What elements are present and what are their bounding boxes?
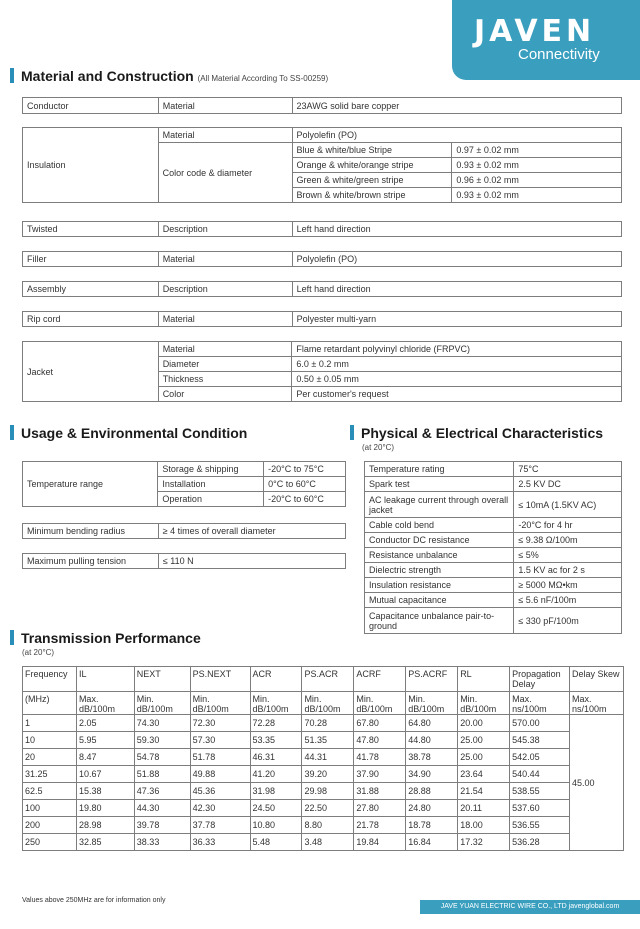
assembly-table xyxy=(22,281,622,297)
table-cell: 64.80 xyxy=(406,715,458,732)
table-cell: 1 xyxy=(23,715,77,732)
table-cell: 62.5 xyxy=(23,783,77,800)
section-marker xyxy=(10,68,14,83)
conductor-prop: Material xyxy=(158,98,292,114)
table-row xyxy=(23,817,624,834)
table-cell: 19.84 xyxy=(354,834,406,851)
insulation-material-prop: Material xyxy=(158,128,292,143)
table-cell: 536.28 xyxy=(510,834,570,851)
temperature-value: -20°C to 60°C xyxy=(264,492,346,507)
table-cell: 51.88 xyxy=(134,766,190,783)
jacket-table xyxy=(22,341,622,402)
insulation-color-dia: 0.93 ± 0.02 mm xyxy=(452,158,622,173)
table-cell: 18.00 xyxy=(458,817,510,834)
table-cell: 57.30 xyxy=(190,732,250,749)
table-cell: 38.78 xyxy=(406,749,458,766)
conductor-value: 23AWG solid bare copper xyxy=(292,98,621,114)
column-header: RL xyxy=(458,667,510,692)
table-cell: 54.78 xyxy=(134,749,190,766)
table-cell: 21.78 xyxy=(354,817,406,834)
table-cell: 570.00 xyxy=(510,715,570,732)
ripcord-prop: Material xyxy=(158,312,292,327)
column-unit: Min. dB/100m xyxy=(302,692,354,715)
table-cell: 37.90 xyxy=(354,766,406,783)
jacket-prop: Color xyxy=(158,387,292,402)
column-header: IL xyxy=(76,667,134,692)
transmission-body xyxy=(23,715,624,851)
column-header: PS.NEXT xyxy=(190,667,250,692)
table-cell: 3.48 xyxy=(302,834,354,851)
table-cell: 5.48 xyxy=(250,834,302,851)
table-cell: 20.11 xyxy=(458,800,510,817)
jacket-value: Flame retardant polyvinyl chloride (FRPVC) xyxy=(292,342,622,357)
table-row xyxy=(23,800,624,817)
physical-value: 1.5 KV ac for 2 s xyxy=(514,563,622,578)
physical-prop: Capacitance unbalance pair-to-ground xyxy=(365,608,514,634)
table-cell: 39.78 xyxy=(134,817,190,834)
column-unit: (MHz) xyxy=(23,692,77,715)
physical-value: ≤ 330 pF/100m xyxy=(514,608,622,634)
temperature-prop: Operation xyxy=(158,492,264,507)
physical-prop: Mutual capacitance xyxy=(365,593,514,608)
table-cell: 8.80 xyxy=(302,817,354,834)
insulation-material-value: Polyolefin (PO) xyxy=(292,128,622,143)
transmission-unit-row xyxy=(23,692,624,715)
brand-logo xyxy=(452,0,640,80)
column-unit: Min. dB/100m xyxy=(458,692,510,715)
pulling-value: ≤ 110 N xyxy=(158,554,345,569)
table-cell: 59.30 xyxy=(134,732,190,749)
bending-table xyxy=(22,523,346,539)
table-cell: 16.84 xyxy=(406,834,458,851)
table-cell: 31.98 xyxy=(250,783,302,800)
bending-label: Minimum bending radius xyxy=(23,524,159,539)
transmission-table xyxy=(22,666,624,851)
insulation-color-prop: Color code & diameter xyxy=(158,143,292,203)
table-cell: 25.00 xyxy=(458,749,510,766)
table-cell: 47.36 xyxy=(134,783,190,800)
table-cell: 20.00 xyxy=(458,715,510,732)
table-cell: 23.64 xyxy=(458,766,510,783)
table-cell: 42.30 xyxy=(190,800,250,817)
table-cell: 51.35 xyxy=(302,732,354,749)
column-header: NEXT xyxy=(134,667,190,692)
section-marker xyxy=(350,425,354,440)
table-row xyxy=(23,783,624,800)
table-cell: 36.33 xyxy=(190,834,250,851)
physical-prop: Insulation resistance xyxy=(365,578,514,593)
section-marker xyxy=(10,630,14,645)
filler-label: Filler xyxy=(23,252,159,267)
table-cell: 19.80 xyxy=(76,800,134,817)
insulation-color-name: Blue & white/blue Stripe xyxy=(292,143,452,158)
temperature-prop: Installation xyxy=(158,477,264,492)
twisted-label: Twisted xyxy=(23,222,159,237)
table-cell: 74.30 xyxy=(134,715,190,732)
table-cell: 31.25 xyxy=(23,766,77,783)
table-cell: 44.80 xyxy=(406,732,458,749)
temperature-label: Temperature range xyxy=(23,462,158,507)
insulation-color-name: Brown & white/brown stripe xyxy=(292,188,452,203)
assembly-value: Left hand direction xyxy=(292,282,621,297)
twisted-prop: Description xyxy=(158,222,292,237)
table-cell: 537.60 xyxy=(510,800,570,817)
conductor-label: Conductor xyxy=(23,98,159,114)
table-cell: 100 xyxy=(23,800,77,817)
column-header: Frequency xyxy=(23,667,77,692)
brand-tagline: Connectivity xyxy=(518,46,600,63)
table-cell: 5.95 xyxy=(76,732,134,749)
column-header: PS.ACRF xyxy=(406,667,458,692)
physical-value: ≤ 9.38 Ω/100m xyxy=(514,533,622,548)
physical-prop: Cable cold bend xyxy=(365,518,514,533)
ripcord-table xyxy=(22,311,622,327)
table-cell: 39.20 xyxy=(302,766,354,783)
physical-value: ≥ 5000 MΩ•km xyxy=(514,578,622,593)
delay-skew-value: 45.00 xyxy=(570,715,624,851)
jacket-prop: Diameter xyxy=(158,357,292,372)
insulation-color-dia: 0.97 ± 0.02 mm xyxy=(452,143,622,158)
table-cell: 70.28 xyxy=(302,715,354,732)
physical-prop: Resistance unbalance xyxy=(365,548,514,563)
table-cell: 540.44 xyxy=(510,766,570,783)
twisted-value: Left hand direction xyxy=(292,222,621,237)
table-cell: 67.80 xyxy=(354,715,406,732)
physical-value: -20°C for 4 hr xyxy=(514,518,622,533)
physical-prop: Dielectric strength xyxy=(365,563,514,578)
section-title-physical: Physical & Electrical Characteristics xyxy=(350,425,603,441)
section-title-material: Material and Construction (All Material According To SS-00259) xyxy=(10,68,328,84)
transmission-header-row xyxy=(23,667,624,692)
table-cell: 18.78 xyxy=(406,817,458,834)
twisted-table xyxy=(22,221,622,237)
column-unit: Max. dB/100m xyxy=(76,692,134,715)
temperature-value: -20°C to 75°C xyxy=(264,462,346,477)
assembly-label: Assembly xyxy=(23,282,159,297)
table-cell: 47.80 xyxy=(354,732,406,749)
column-header: ACR xyxy=(250,667,302,692)
table-cell: 538.55 xyxy=(510,783,570,800)
jacket-prop: Thickness xyxy=(158,372,292,387)
filler-table xyxy=(22,251,622,267)
jacket-value: 6.0 ± 0.2 mm xyxy=(292,357,622,372)
temperature-value: 0°C to 60°C xyxy=(264,477,346,492)
table-cell: 25.00 xyxy=(458,732,510,749)
table-row xyxy=(23,749,624,766)
table-cell: 46.31 xyxy=(250,749,302,766)
table-cell: 72.30 xyxy=(190,715,250,732)
physical-value: ≤ 5.6 nF/100m xyxy=(514,593,622,608)
table-cell: 49.88 xyxy=(190,766,250,783)
column-unit: Max. ns/100m xyxy=(570,692,624,715)
table-cell: 44.30 xyxy=(134,800,190,817)
insulation-color-name: Orange & white/orange stripe xyxy=(292,158,452,173)
physical-value: ≤ 5% xyxy=(514,548,622,563)
table-cell: 28.88 xyxy=(406,783,458,800)
jacket-label: Jacket xyxy=(23,342,159,402)
column-header: Delay Skew xyxy=(570,667,624,692)
column-unit: Max. ns/100m xyxy=(510,692,570,715)
table-cell: 536.55 xyxy=(510,817,570,834)
table-cell: 542.05 xyxy=(510,749,570,766)
filler-value: Polyolefin (PO) xyxy=(292,252,621,267)
conductor-table xyxy=(22,97,622,114)
company-footer: JAVE YUAN ELECTRIC WIRE CO., LTD javenglobal.com xyxy=(420,900,640,914)
physical-prop: AC leakage current through overall jacket xyxy=(365,492,514,518)
temperature-table xyxy=(22,461,346,507)
jacket-value: Per customer's request xyxy=(292,387,622,402)
insulation-color-dia: 0.93 ± 0.02 mm xyxy=(452,188,622,203)
table-cell: 29.98 xyxy=(302,783,354,800)
column-unit: Min. dB/100m xyxy=(134,692,190,715)
table-cell: 10.67 xyxy=(76,766,134,783)
table-cell: 28.98 xyxy=(76,817,134,834)
table-cell: 22.50 xyxy=(302,800,354,817)
section-marker xyxy=(10,425,14,440)
physical-value: 2.5 KV DC xyxy=(514,477,622,492)
table-cell: 45.36 xyxy=(190,783,250,800)
physical-note: (at 20°C) xyxy=(362,443,395,452)
column-unit: Min. dB/100m xyxy=(250,692,302,715)
table-row xyxy=(23,766,624,783)
ripcord-label: Rip cord xyxy=(23,312,159,327)
table-cell: 21.54 xyxy=(458,783,510,800)
pulling-label: Maximum pulling tension xyxy=(23,554,159,569)
table-cell: 51.78 xyxy=(190,749,250,766)
column-header: ACRF xyxy=(354,667,406,692)
insulation-table xyxy=(22,127,622,203)
table-row xyxy=(23,834,624,851)
column-unit: Min. dB/100m xyxy=(406,692,458,715)
table-cell: 545.38 xyxy=(510,732,570,749)
table-cell: 31.88 xyxy=(354,783,406,800)
section-title-transmission: Transmission Performance xyxy=(10,630,201,646)
table-cell: 37.78 xyxy=(190,817,250,834)
section-note: (All Material According To SS-00259) xyxy=(197,74,329,83)
pulling-table xyxy=(22,553,346,569)
jacket-value: 0.50 ± 0.05 mm xyxy=(292,372,622,387)
bending-value: ≥ 4 times of overall diameter xyxy=(158,524,345,539)
physical-prop: Spark test xyxy=(365,477,514,492)
column-header: Propagation Delay xyxy=(510,667,570,692)
filler-prop: Material xyxy=(158,252,292,267)
table-cell: 32.85 xyxy=(76,834,134,851)
physical-prop: Temperature rating xyxy=(365,462,514,477)
table-cell: 15.38 xyxy=(76,783,134,800)
table-cell: 20 xyxy=(23,749,77,766)
column-header: PS.ACR xyxy=(302,667,354,692)
table-row xyxy=(23,732,624,749)
column-unit: Min. dB/100m xyxy=(190,692,250,715)
table-cell: 72.28 xyxy=(250,715,302,732)
table-cell: 10.80 xyxy=(250,817,302,834)
table-cell: 34.90 xyxy=(406,766,458,783)
insulation-color-dia: 0.96 ± 0.02 mm xyxy=(452,173,622,188)
table-cell: 200 xyxy=(23,817,77,834)
table-cell: 41.20 xyxy=(250,766,302,783)
assembly-prop: Description xyxy=(158,282,292,297)
physical-value: ≤ 10mA (1.5KV AC) xyxy=(514,492,622,518)
table-cell: 38.33 xyxy=(134,834,190,851)
table-cell: 10 xyxy=(23,732,77,749)
table-cell: 250 xyxy=(23,834,77,851)
brand-name: JAVEN xyxy=(474,14,596,49)
table-cell: 41.78 xyxy=(354,749,406,766)
table-cell: 8.47 xyxy=(76,749,134,766)
table-cell: 17.32 xyxy=(458,834,510,851)
table-cell: 24.80 xyxy=(406,800,458,817)
jacket-prop: Material xyxy=(158,342,292,357)
physical-table xyxy=(364,461,622,634)
section-title-usage: Usage & Environmental Condition xyxy=(10,425,247,441)
table-row xyxy=(23,715,624,732)
table-cell: 2.05 xyxy=(76,715,134,732)
table-cell: 53.35 xyxy=(250,732,302,749)
insulation-color-name: Green & white/green stripe xyxy=(292,173,452,188)
table-cell: 24.50 xyxy=(250,800,302,817)
column-unit: Min. dB/100m xyxy=(354,692,406,715)
table-cell: 44.31 xyxy=(302,749,354,766)
physical-prop: Conductor DC resistance xyxy=(365,533,514,548)
ripcord-value: Polyester multi-yarn xyxy=(292,312,621,327)
physical-value: 75°C xyxy=(514,462,622,477)
table-cell: 27.80 xyxy=(354,800,406,817)
insulation-label: Insulation xyxy=(23,128,159,203)
temperature-prop: Storage & shipping xyxy=(158,462,264,477)
footnote: Values above 250MHz are for information only xyxy=(22,897,166,904)
transmission-note: (at 20°C) xyxy=(22,648,55,657)
